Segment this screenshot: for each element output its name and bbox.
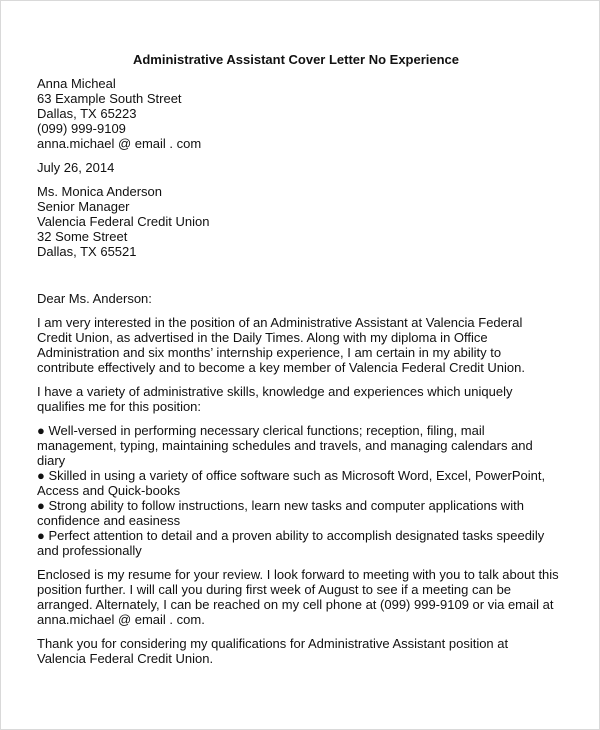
text-line: (099) 999-9109 [37, 121, 126, 136]
text-line: confidence and easiness [37, 513, 181, 528]
text-line: Ms. Monica Anderson [37, 184, 163, 199]
skills-bullet-list [37, 423, 577, 558]
text-line: qualifies me for this position: [37, 399, 202, 414]
salutation [37, 291, 577, 306]
text-line: Valencia Federal Credit Union [37, 214, 210, 229]
text-line: I have a variety of administrative skills, knowledge and experiences which uniquely [37, 384, 513, 399]
skills-paragraph [37, 384, 577, 414]
letter-date [37, 160, 577, 175]
text-line: July 26, 2014 [37, 160, 115, 175]
text-line: Dallas, TX 65223 [37, 106, 137, 121]
text-line: and professionally [37, 543, 142, 558]
text-line: Access and Quick-books [37, 483, 181, 498]
text-line: Dallas, TX 65521 [37, 244, 137, 259]
text-line: contribute effectively and to become a key member of Valencia Federal Credit Union. [37, 360, 525, 375]
intro-paragraph [37, 315, 577, 375]
text-line: 32 Some Street [37, 229, 128, 244]
text-line: 63 Example South Street [37, 91, 182, 106]
text-line: anna.michael @ email . com [37, 136, 202, 151]
text-line: management, typing, maintaining schedules and travels, and managing calendars and [37, 438, 533, 453]
thank-you-paragraph [37, 636, 577, 666]
text-line: I am very interested in the position of an Administrative Assistant at Valencia Federal [37, 315, 523, 330]
text-line: arranged. Alternately, I can be reached on my cell phone at (099) 999-9109 or via email at [37, 597, 554, 612]
text-line: Enclosed is my resume for your review. I look forward to meeting with you to talk about this [37, 567, 559, 582]
text-line: anna.michael @ email . com. [37, 612, 205, 627]
text-line: ● Strong ability to follow instructions, learn new tasks and computer applications with [37, 498, 524, 513]
letter-body [37, 76, 577, 675]
document-title: Administrative Assistant Cover Letter No Experience [132, 52, 460, 67]
recipient-address [37, 184, 577, 259]
closing-paragraph [37, 567, 577, 627]
text-line: Anna Micheal [37, 76, 116, 91]
text-line: Administration and six months’ internship experience, I am certain in my ability to [37, 345, 502, 360]
sender-address [37, 76, 577, 151]
text-line: position further. I will call you during first week of August to see if a meeting can be [37, 582, 512, 597]
text-line: Valencia Federal Credit Union. [37, 651, 214, 666]
text-line: Credit Union, as advertised in the Daily Times. Along with my diploma in Office [37, 330, 488, 345]
text-line: ● Skilled in using a variety of office software such as Microsoft Word, Excel, PowerPoint, [37, 468, 546, 483]
text-line: Dear Ms. Anderson: [37, 291, 152, 306]
text-line: ● Well-versed in performing necessary clerical functions; reception, filing, mail [37, 423, 485, 438]
text-line: diary [37, 453, 66, 468]
text-line: Senior Manager [37, 199, 130, 214]
text-line: ● Perfect attention to detail and a proven ability to accomplish designated tasks speedily [37, 528, 545, 543]
text-line: Thank you for considering my qualifications for Administrative Assistant position at [37, 636, 509, 651]
